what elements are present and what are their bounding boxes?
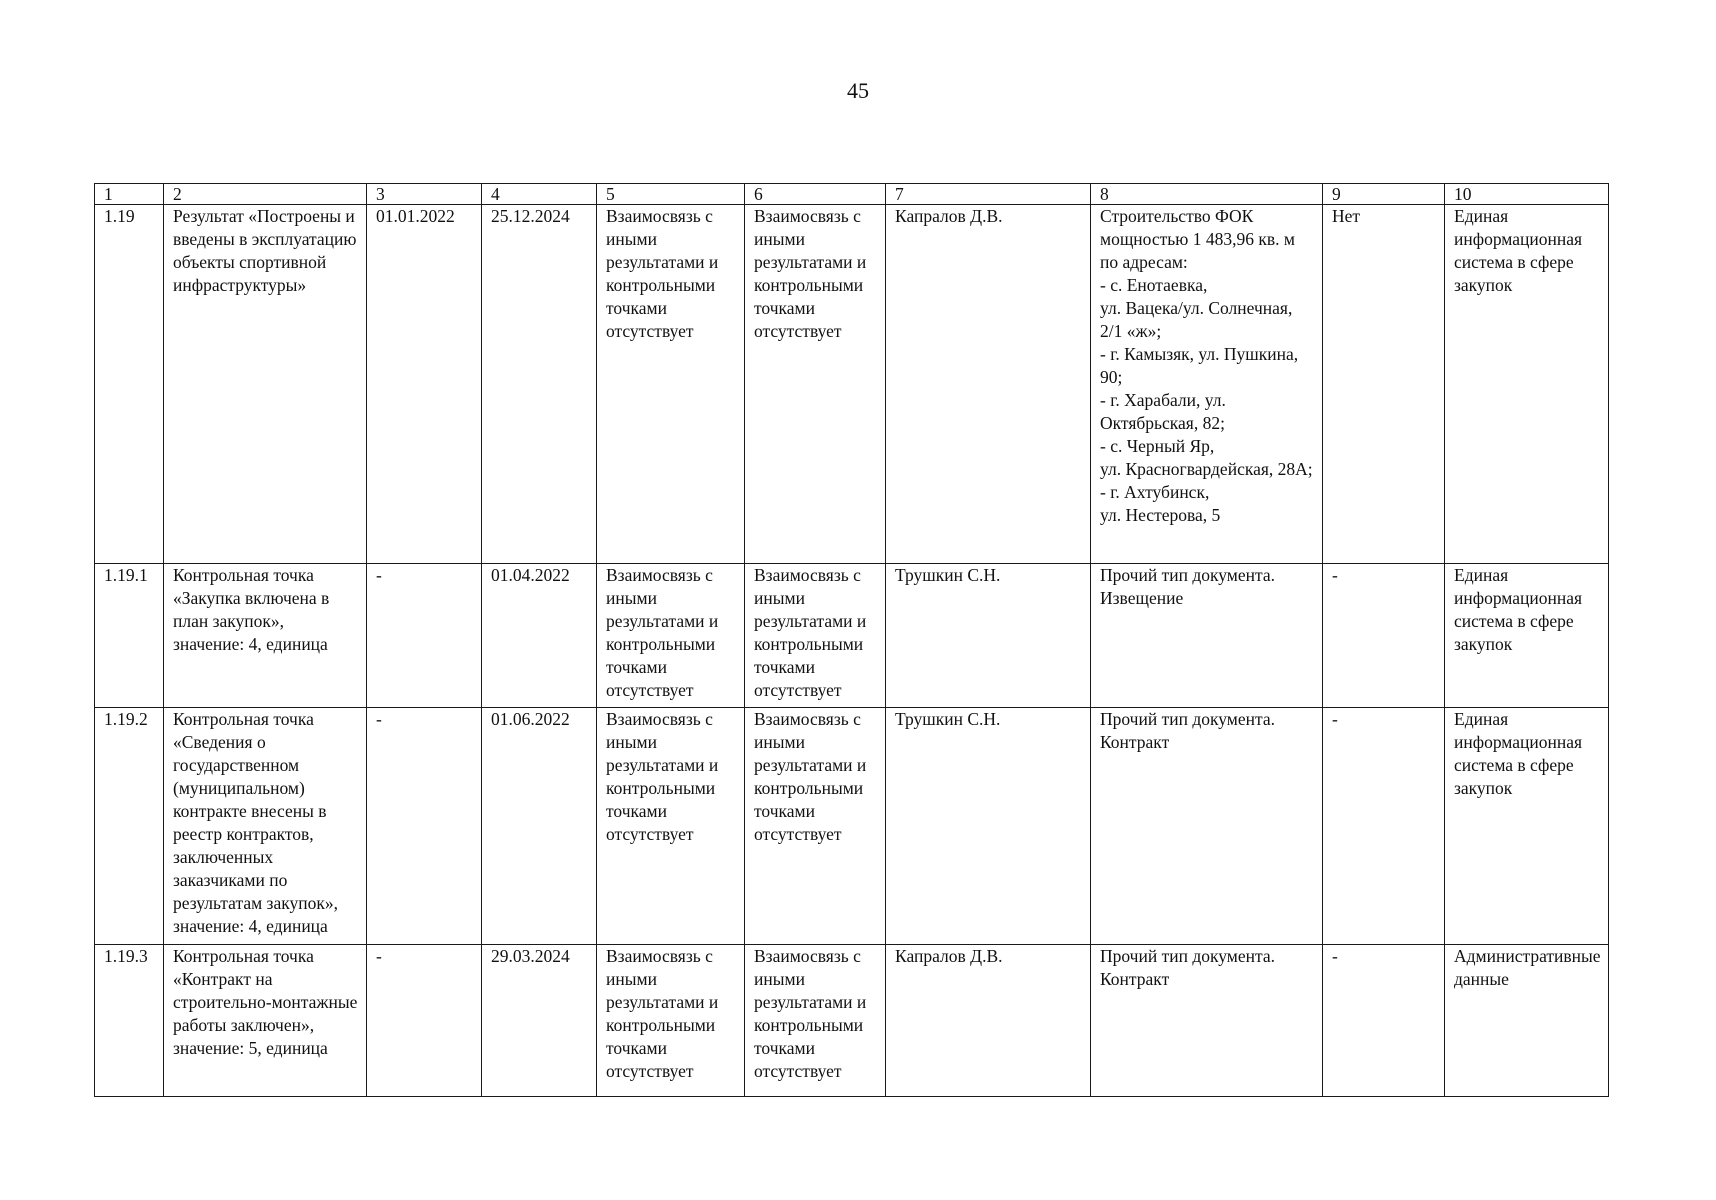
- row-responsible: Трушкин С.Н.: [886, 708, 1091, 945]
- row-start-date: -: [367, 564, 482, 708]
- row-id: 1.19.1: [95, 564, 164, 708]
- row-relation-6: Взаимосвязь с иными результатами и контрольными точками отсутствует: [745, 708, 886, 945]
- row-document: Прочий тип документа. Контракт: [1091, 945, 1323, 1097]
- row-start-date: 01.01.2022: [367, 205, 482, 564]
- row-responsible: Капралов Д.В.: [886, 205, 1091, 564]
- row-end-date: 01.06.2022: [482, 708, 597, 945]
- row-start-date: -: [367, 708, 482, 945]
- row-start-date: -: [367, 945, 482, 1097]
- row-col9: -: [1323, 945, 1445, 1097]
- row-col9: Нет: [1323, 205, 1445, 564]
- header-cell-1: 1: [95, 184, 164, 205]
- results-table: [94, 183, 1609, 1097]
- row-relation-5: Взаимосвязь с иными результатами и контрольными точками отсутствует: [597, 945, 745, 1097]
- row-relation-6: Взаимосвязь с иными результатами и контрольными точками отсутствует: [745, 945, 886, 1097]
- header-cell-8: 8: [1091, 184, 1323, 205]
- table-row: [95, 205, 1609, 564]
- row-document: Прочий тип документа. Контракт: [1091, 708, 1323, 945]
- row-name: Результат «Построены и введены в эксплуатацию объекты спортивной инфраструктуры»: [164, 205, 367, 564]
- header-cell-10: 10: [1445, 184, 1609, 205]
- row-name: Контрольная точка «Сведения о государственном (муниципальном) контракте внесены в реестр контрактов, заключенных заказчиками по результатам закупок», значение: 4, единица: [164, 708, 367, 945]
- page-number: 45: [847, 78, 869, 103]
- row-relation-6: Взаимосвязь с иными результатами и контрольными точками отсутствует: [745, 564, 886, 708]
- header-cell-9: 9: [1323, 184, 1445, 205]
- row-end-date: 01.04.2022: [482, 564, 597, 708]
- row-source: Единая информационная система в сфере закупок: [1445, 564, 1609, 708]
- header-cell-4: 4: [482, 184, 597, 205]
- header-cell-7: 7: [886, 184, 1091, 205]
- header-cell-6: 6: [745, 184, 886, 205]
- table-row: [95, 564, 1609, 708]
- row-id: 1.19.2: [95, 708, 164, 945]
- row-end-date: 29.03.2024: [482, 945, 597, 1097]
- row-document: Строительство ФОК мощностью 1 483,96 кв. м по адресам: - с. Енотаевка, ул. Вацека/ул. Солнечная, 2/1 «ж»; - г. Камызяк, ул. Пушкина, 90; - г. Харабали, ул. Октябрьская, 82; - с. Черный Яр, ул. Красногвардейская, 28А; - г. Ахтубинск, ул. Нестерова, 5: [1091, 205, 1323, 564]
- row-source: Единая информационная система в сфере закупок: [1445, 205, 1609, 564]
- row-responsible: Капралов Д.В.: [886, 945, 1091, 1097]
- row-relation-5: Взаимосвязь с иными результатами и контрольными точками отсутствует: [597, 708, 745, 945]
- table-row: [95, 708, 1609, 945]
- table-row: [95, 945, 1609, 1097]
- row-source: Единая информационная система в сфере закупок: [1445, 708, 1609, 945]
- header-cell-2: 2: [164, 184, 367, 205]
- header-row: [95, 184, 1609, 205]
- row-name: Контрольная точка «Закупка включена в план закупок», значение: 4, единица: [164, 564, 367, 708]
- row-relation-5: Взаимосвязь с иными результатами и контрольными точками отсутствует: [597, 205, 745, 564]
- row-relation-6: Взаимосвязь с иными результатами и контрольными точками отсутствует: [745, 205, 886, 564]
- row-responsible: Трушкин С.Н.: [886, 564, 1091, 708]
- row-relation-5: Взаимосвязь с иными результатами и контрольными точками отсутствует: [597, 564, 745, 708]
- row-source: Административные данные: [1445, 945, 1609, 1097]
- row-end-date: 25.12.2024: [482, 205, 597, 564]
- row-id: 1.19: [95, 205, 164, 564]
- row-name: Контрольная точка «Контракт на строительно-монтажные работы заключен», значение: 5, единица: [164, 945, 367, 1097]
- row-col9: -: [1323, 708, 1445, 945]
- row-document: Прочий тип документа. Извещение: [1091, 564, 1323, 708]
- header-cell-5: 5: [597, 184, 745, 205]
- row-col9: -: [1323, 564, 1445, 708]
- header-cell-3: 3: [367, 184, 482, 205]
- row-id: 1.19.3: [95, 945, 164, 1097]
